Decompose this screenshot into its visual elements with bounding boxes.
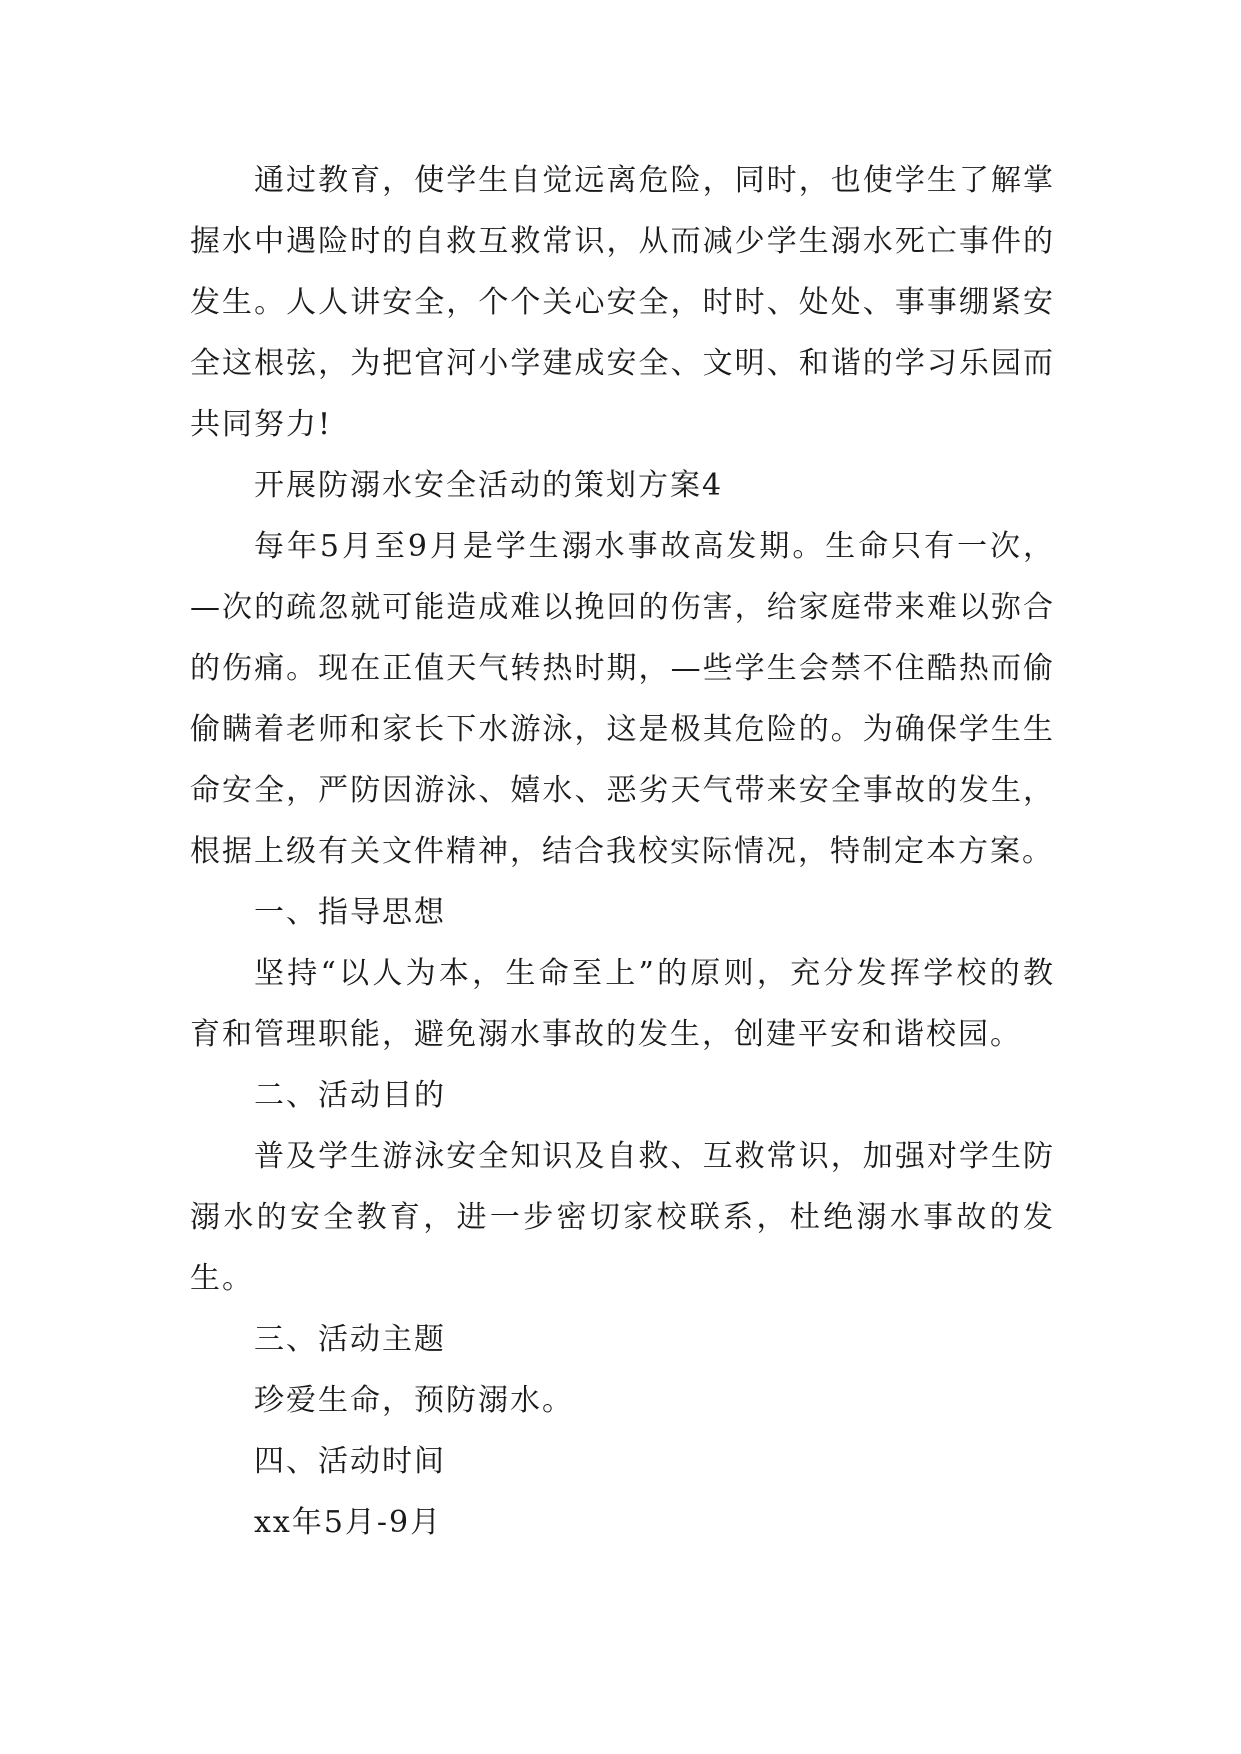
paragraph-activity-purpose: 普及学生游泳安全知识及自救、互救常识，加强对学生防溺水的安全教育，进一步密切家校联系，杜绝溺水事故的发生。 xyxy=(190,1139,1055,1296)
paragraph-intro-conclusion: 通过教育，使学生自觉远离危险，同时，也使学生了解掌握水中遇险时的自救互救常识，从而减少学生溺水死亡事件的发生。人人讲安全，个个关心安全，时时、处处、事事绷紧安全这根弦，为把官河小学建成安全、文明、和谐的学习乐园而共同努力! xyxy=(190,163,1055,442)
heading-activity-purpose: 二、活动目的 xyxy=(254,1078,446,1113)
heading-activity-time: 四、活动时间 xyxy=(254,1444,446,1479)
heading-guiding-principle: 一、指导思想 xyxy=(254,895,446,930)
paragraph-activity-time: xx年5月-9月 xyxy=(254,1505,443,1540)
section-title-plan-4: 开展防溺水安全活动的策划方案4 xyxy=(254,468,724,503)
paragraph-background: 每年5月至9月是学生溺水事故高发期。生命只有一次，—次的疏忽就可能造成难以挽回的伤害，给家庭带来难以弥合的伤痛。现在正值天气转热时期，—些学生会禁不住酷热而偷偷瞒着老师和家长下水游泳，这是极其危险的。为确保学生生命安全，严防因游泳、嬉水、恶劣天气带来安全事故的发生，根据上级有关文件精神，结合我校实际情况，特制定本方案。 xyxy=(190,529,1055,869)
paragraph-guiding-principle: 坚持“以人为本，生命至上”的原则，充分发挥学校的教育和管理职能，避免溺水事故的发生，创建平安和谐校园。 xyxy=(190,956,1055,1052)
heading-activity-theme: 三、活动主题 xyxy=(254,1322,446,1357)
paragraph-activity-theme: 珍爱生命，预防溺水。 xyxy=(254,1383,574,1418)
document-page xyxy=(190,150,1055,1553)
